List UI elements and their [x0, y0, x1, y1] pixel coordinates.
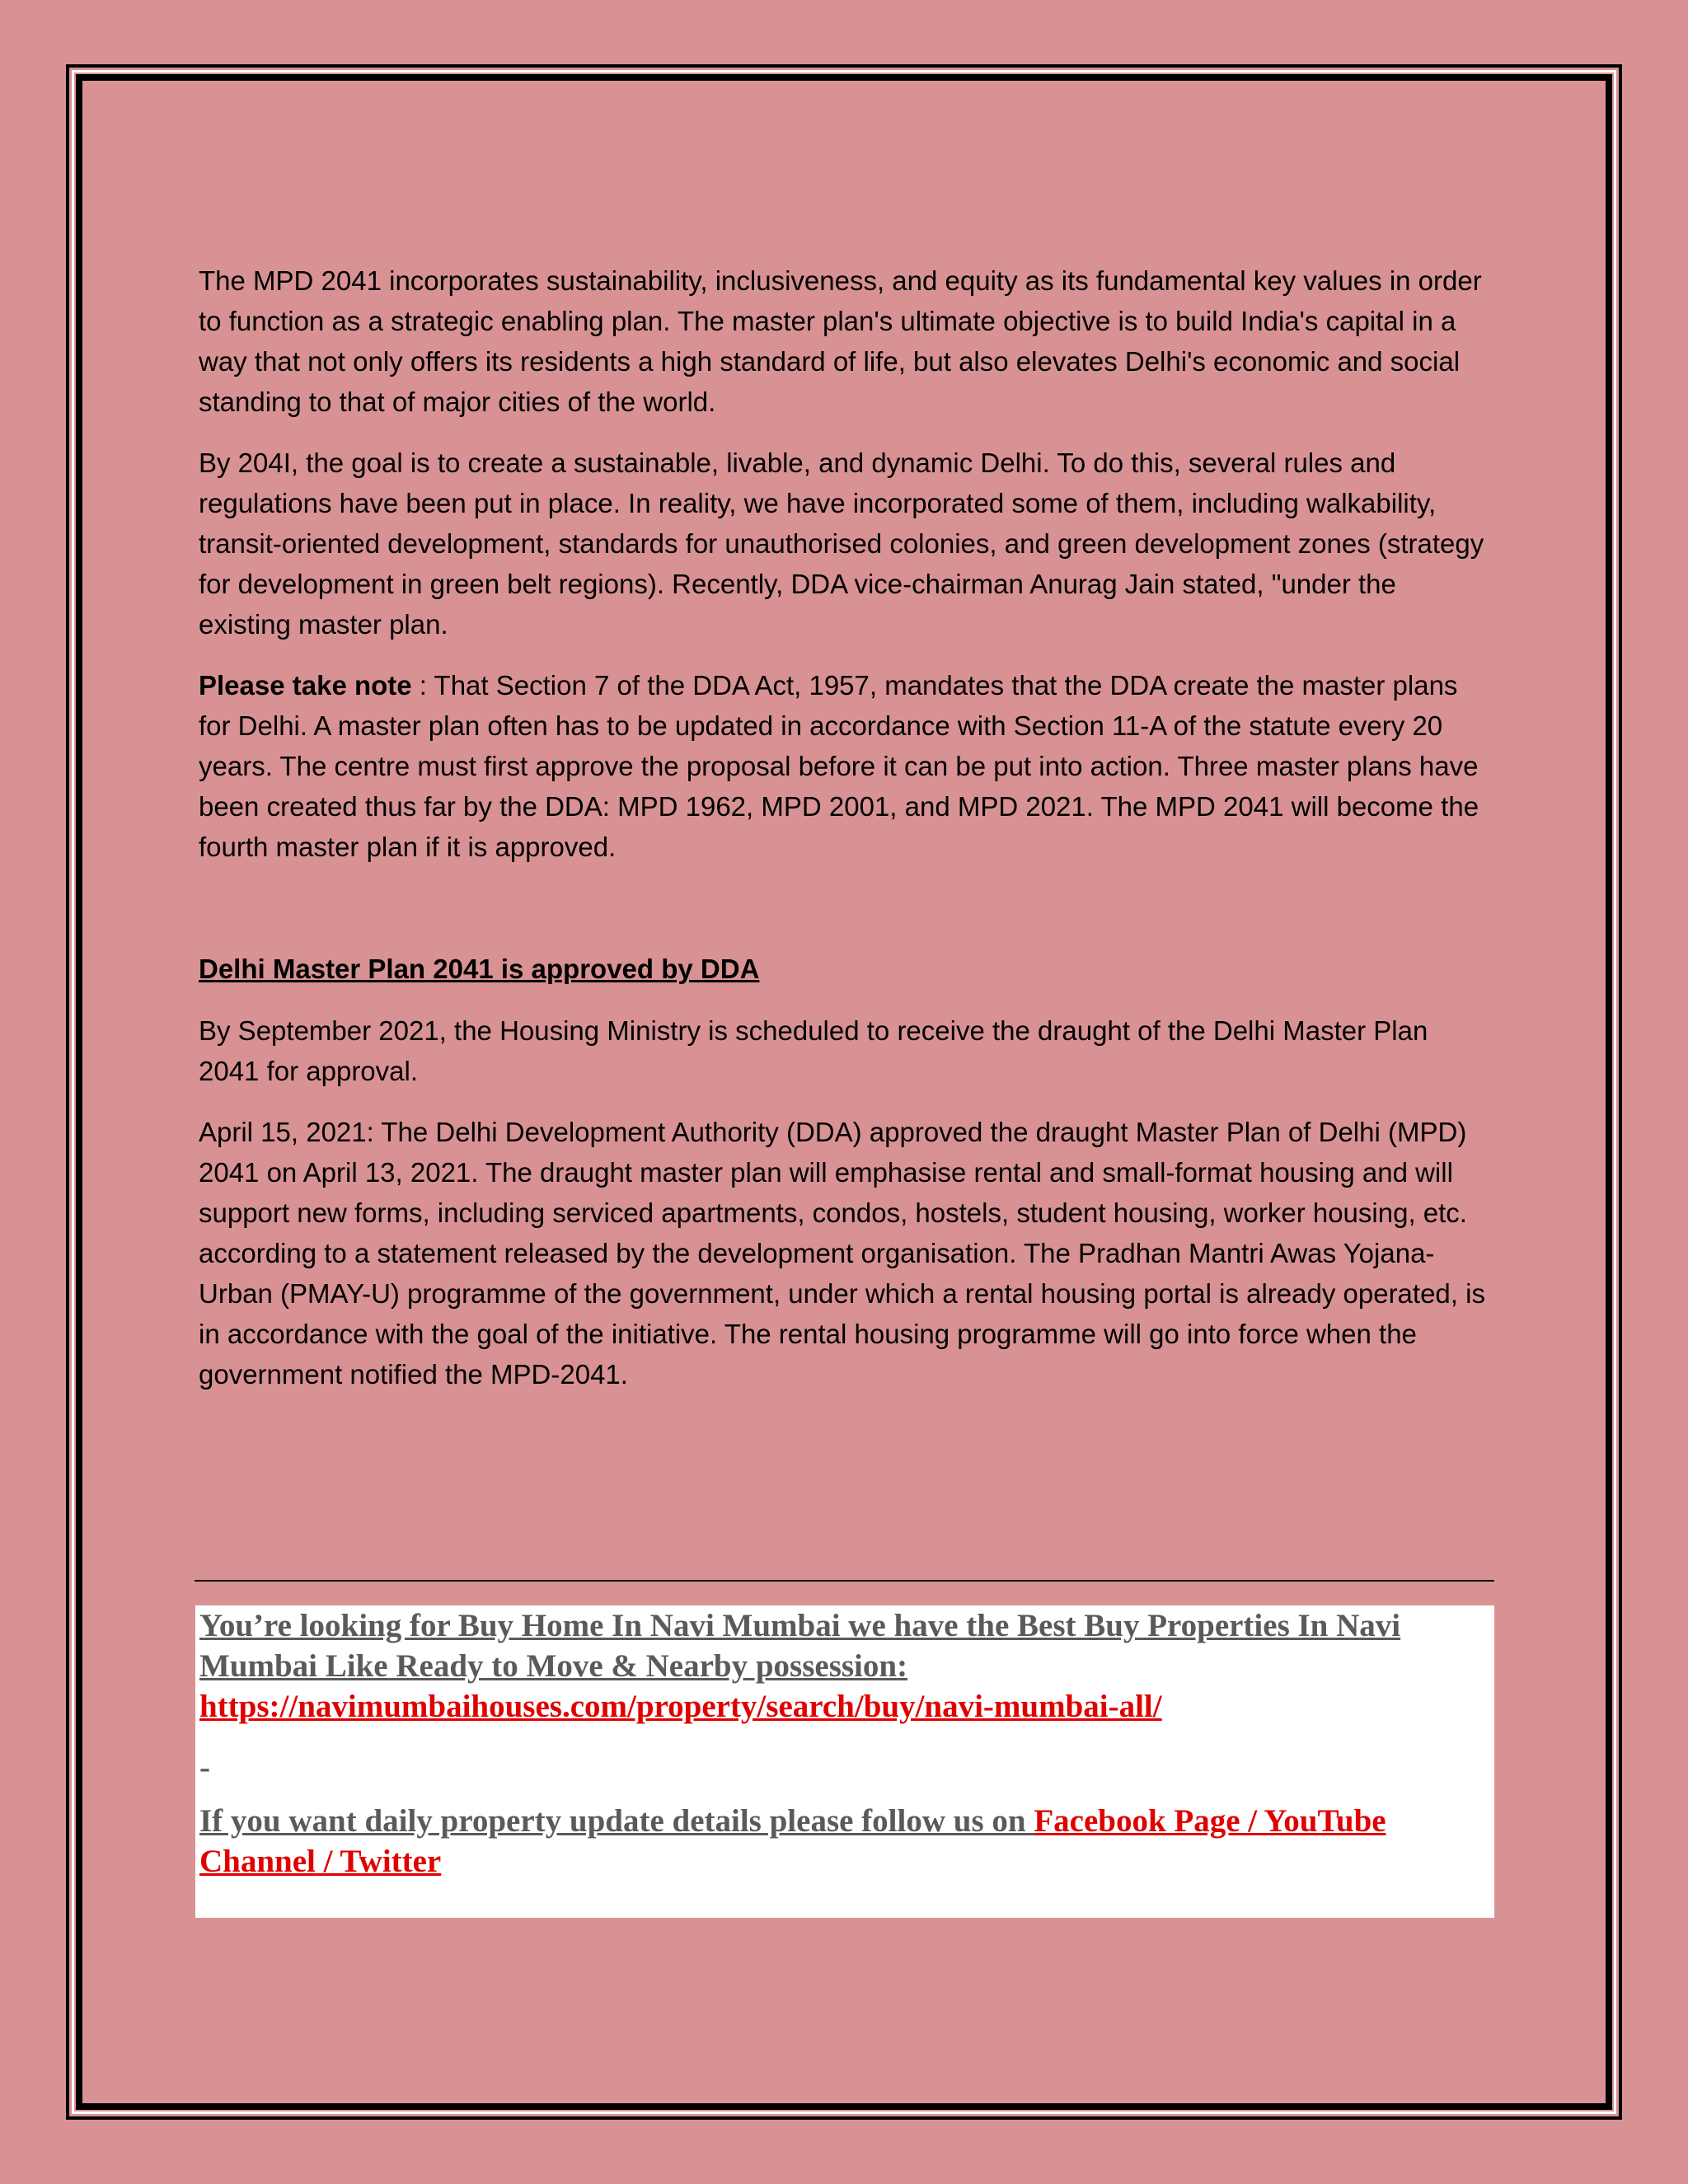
promo-intro-text: You’re looking for Buy Home In Navi Mumbai we have the Best Buy Properties In Navi Mumbai Like Ready to Move & Nearby possession:	[199, 1608, 1401, 1684]
paragraph-please-note	[199, 665, 1493, 867]
link-separator: /	[315, 1844, 340, 1879]
twitter-link[interactable]: Twitter	[340, 1844, 442, 1879]
note-label: Please take note	[199, 670, 412, 701]
follow-text: If you want daily property update details please follow us on	[199, 1803, 1034, 1839]
paragraph-april-15-2021: April 15, 2021: The Delhi Development Authority (DDA) approved the draught Master Plan of Delhi (MPD) 2041 on April 13, 2021. The draught master plan will emphasise rental and small-format housing and will support new forms, including serviced apartments, condos, hostels, student housing, worker housing, etc. according to a statement released by the development organisation. The Pradhan Mantri Awas Yojana-Urban (PMAY-U) programme of the government, under which a rental housing portal is already operated, is in accordance with the goal of the initiative. The rental housing programme will go into force when the government notified the MPD-2041.	[199, 1117, 1485, 1390]
horizontal-divider	[195, 1580, 1494, 1582]
intro-section	[199, 260, 1493, 888]
promo-intro	[199, 1605, 1491, 1727]
paragraph-mpd-values: The MPD 2041 incorporates sustainability, inclusiveness, and equity as its fundamental key values in order to function as a strategic enabling plan. The master plan's ultimate objective is to build India's capital in a way that not only offers its residents a high standard of life, but also elevates Delhi's economic and social standing to that of major cities of the world.	[199, 265, 1482, 417]
paragraph-goal-2041: By 204I, the goal is to create a sustainable, livable, and dynamic Delhi. To do this, several rules and regulations have been put in place. In reality, we have incorporated some of them, including walkability, transit-oriented development, standards for unauthorised colonies, and green development zones (strategy for development in green belt regions). Recently, DDA vice-chairman Anurag Jain stated, "under the existing master plan.	[199, 448, 1484, 640]
promo-dash: -	[199, 1750, 210, 1785]
promo-box	[195, 1605, 1494, 1918]
facebook-link[interactable]: Facebook Page	[1034, 1803, 1240, 1839]
approval-section	[199, 1010, 1493, 1415]
paragraph-september-2021: By September 2021, the Housing Ministry is scheduled to receive the draught of the Delhi Master Plan 2041 for approval.	[199, 1015, 1428, 1086]
promo-follow	[199, 1801, 1491, 1882]
note-text: : That Section 7 of the DDA Act, 1957, mandates that the DDA create the master plans for Delhi. A master plan often has to be updated in accordance with Section 11-A of the statute every 20 years. The centre must first approve the proposal before it can be put into action. Three master plans have been created thus far by the DDA: MPD 1962, MPD 2001, and MPD 2021. The MPD 2041 will become the fourth master plan if it is approved.	[199, 670, 1479, 862]
youtube-link[interactable]: YouTube Channel	[199, 1803, 1386, 1879]
link-separator: /	[1240, 1803, 1264, 1839]
promo-url-link[interactable]: https://navimumbaihouses.com/property/search/buy/navi-mumbai-all/	[199, 1689, 1162, 1724]
section-heading: Delhi Master Plan 2041 is approved by DDA	[199, 954, 760, 984]
